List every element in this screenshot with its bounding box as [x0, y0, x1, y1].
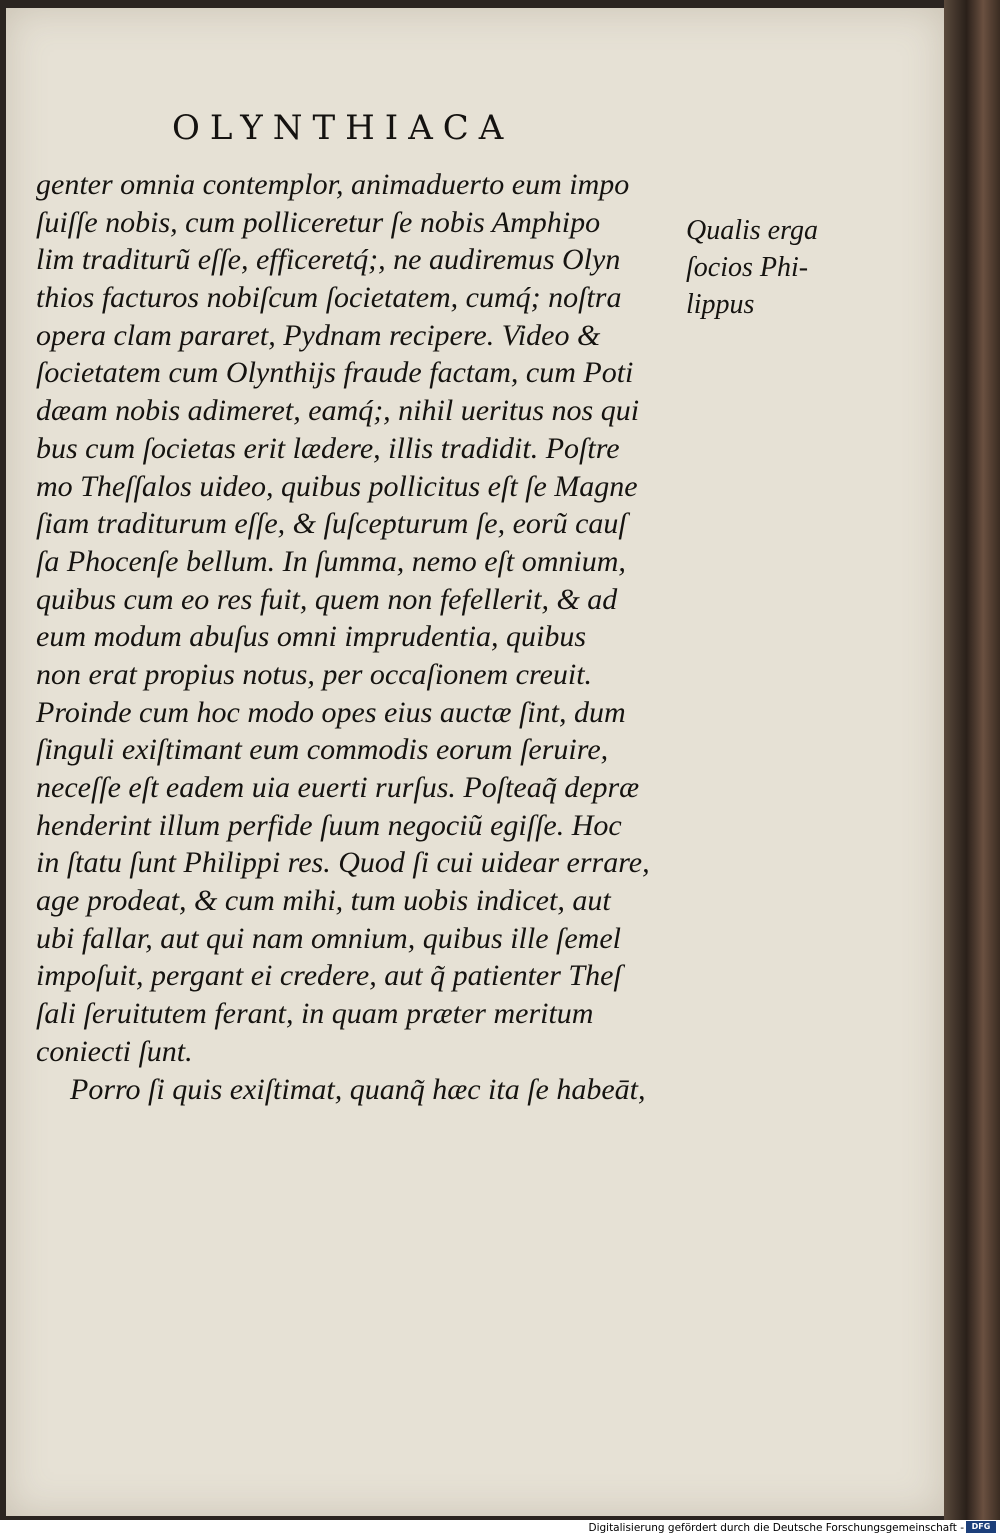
text-line: bus cum ſocietas erit lædere, illis tradidit. Poſtre	[36, 431, 620, 465]
text-line: Proinde cum hoc modo opes eius auctæ ſint, dum	[36, 695, 626, 729]
margin-note-line: ſocios Phi-	[686, 252, 809, 283]
text-line: non erat propius notus, per occaſionem creuit.	[36, 657, 593, 691]
text-line: quibus cum eo res fuit, quem non fefellerit, & ad	[36, 582, 618, 616]
text-line: neceſſe eſt eadem uia euerti rurſus. Poſteaq̃ depræ	[36, 771, 640, 804]
text-line: coniecti ſunt.	[36, 1034, 193, 1068]
margin-note-line: lippus	[686, 289, 755, 320]
text-line: ſiam traditurum eſſe, & ſuſcepturum ſe, eorũ cauſ	[36, 507, 627, 541]
book-edge	[944, 0, 1000, 1520]
text-line: ſa Phocenſe bellum. In ſumma, nemo eſt omnium,	[36, 544, 626, 578]
text-line: lim traditurũ eſſe, efficeretq́;, ne audiremus Olyn	[36, 243, 621, 277]
text-line: ſinguli exiſtimant eum commodis eorum ſeruire,	[36, 733, 609, 767]
margin-note-line: Qualis erga	[686, 215, 818, 246]
margin-note	[686, 212, 866, 323]
digitization-credit: Digitalisierung gefördert durch die Deutsche Forschungsgemeinschaft -	[588, 1522, 964, 1534]
text-line: ſuiſſe nobis, cum polliceretur ſe nobis Amphipo	[36, 205, 601, 239]
text-line: mo Theſſalos uideo, quibus pollicitus eſt ſe Magne	[36, 469, 638, 503]
text-line: age prodeat, & cum mihi, tum uobis indicet, aut	[36, 884, 611, 918]
text-line: ſocietatem cum Olynthijs fraude factam, cum Poti	[36, 356, 634, 390]
text-line: impoſuit, pergant ei credere, aut q̃ patienter Theſ	[36, 959, 622, 993]
text-line: genter omnia contemplor, animaduerto eum impo	[36, 168, 630, 201]
text-line: ſali ſeruitutem ferant, in quam præter meritum	[36, 997, 594, 1031]
text-line: thios facturos nobiſcum ſocietatem, cumq́; noſtra	[36, 281, 622, 315]
dfg-logo: DFG	[966, 1521, 996, 1533]
text-line: Porro ſi quis exiſtimat, quanq̃ hæc ita ſe habeāt,	[70, 1072, 646, 1106]
text-line: eum modum abuſus omni imprudentia, quibus	[36, 620, 586, 654]
text-line: dæam nobis adimeret, eamq́;, nihil ueritus nos qui	[36, 394, 640, 428]
text-line: opera clam pararet, Pydnam recipere. Video &	[36, 318, 601, 352]
text-line: henderint illum perfide ſuum negociũ egiſſe. Hoc	[36, 808, 622, 842]
text-line: ubi fallar, aut qui nam omnium, quibus ille ſemel	[36, 921, 621, 955]
running-head: OLYNTHIACA	[172, 108, 514, 148]
text-line: in ſtatu ſunt Philippi res. Quod ſi cui uidear errare,	[36, 846, 650, 880]
body-text	[36, 166, 676, 1108]
